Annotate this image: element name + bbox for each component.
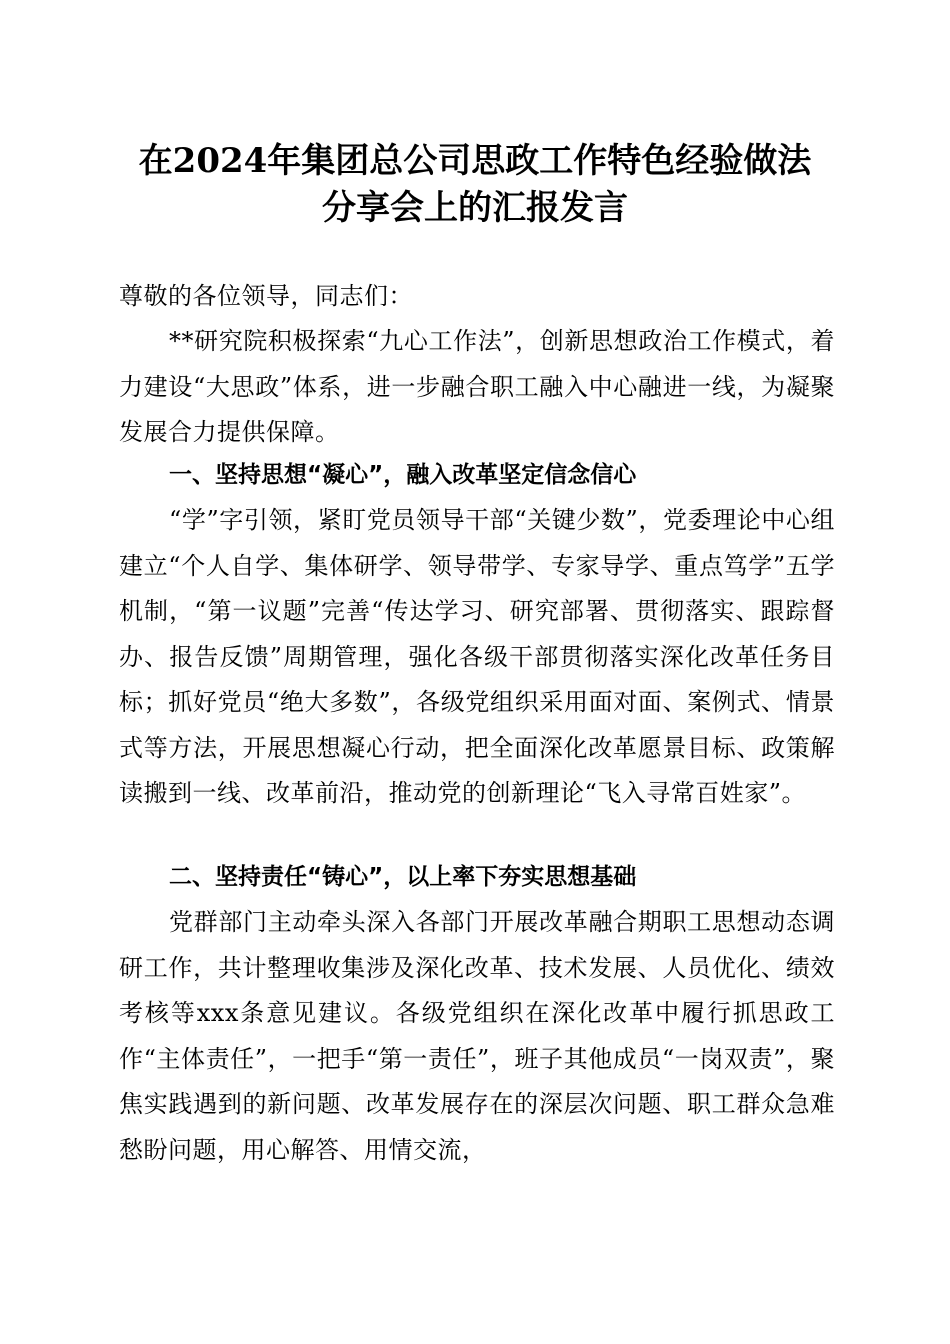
salutation: 尊敬的各位领导，同志们： [119, 282, 413, 310]
document-title-line-1: 在2024年集团总公司思政工作特色经验做法 [138, 141, 812, 181]
document-title-line-2: 分享会上的汇报发言 [322, 188, 628, 228]
section-heading-1: 一、坚持思想“凝心”，融入改革坚定信念信心 [169, 462, 637, 488]
paragraph-section-1: “学”字引领，紧盯党员领导干部“关键少数”，党委理论中心组建立“个人自学、集体研学、领导带学、专家导学、重点笃学”五学机制，“第一议题”完善“传达学习、研究部署、贯彻落实、跟踪督办、报告反馈”周期管理，强化各级干部贯彻落实深化改革任务目标；抓好党员“绝大多数”，各级党组织采用面对面、案例式、情景式等方法，开展思想凝心行动，把全面深化改革愿景目标、政策解读搬到一线、改革前沿，推动党的创新理论“飞入寻常百姓家”。 [119, 506, 835, 807]
section-heading-2: 二、坚持责任“铸心”，以上率下夯实思想基础 [169, 864, 637, 890]
paragraph-section-2: 党群部门主动牵头深入各部门开展改革融合期职工思想动态调研工作，共计整理收集涉及深化改革、技术发展、人员优化、绩效考核等xxx条意见建议。各级党组织在深化改革中履行抓思政工作“主体责任”，一把手“第一责任”，班子其他成员“一岗双责”，聚焦实践遇到的新问题、改革发展存在的深层次问题、职工群众急难愁盼问题，用心解答、用情交流， [119, 908, 835, 1164]
paragraph-intro: **研究院积极探索“九心工作法”，创新思想政治工作模式，着力建设“大思政”体系，进一步融合职工融入中心融进一线，为凝聚发展合力提供保障。 [119, 327, 835, 446]
